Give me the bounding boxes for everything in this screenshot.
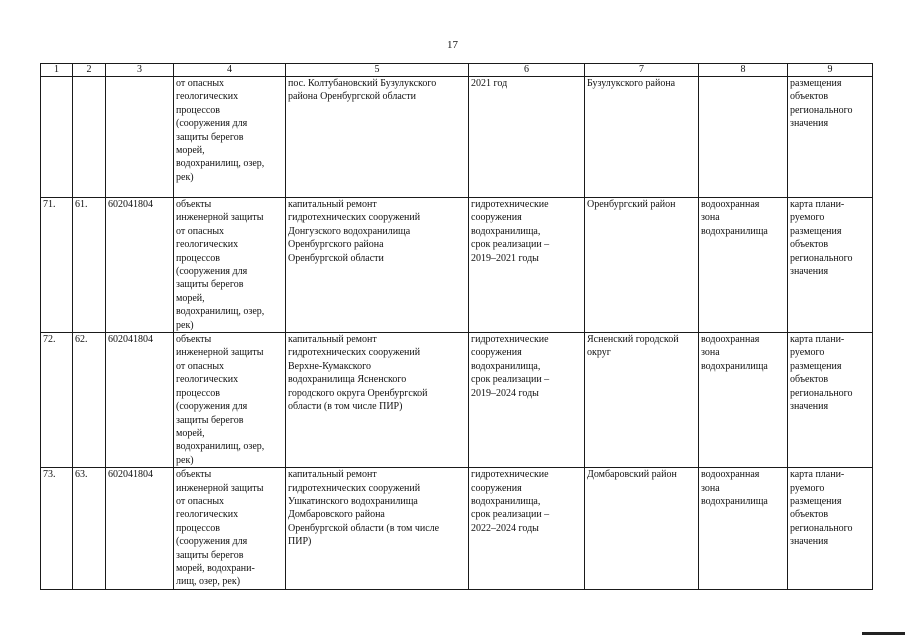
- header-cell-5: 5: [286, 64, 469, 77]
- cell-zone: [699, 77, 788, 198]
- cell-object-type: объекты инженерной защиты от опасных геологических процессов (сооружения для защиты берегов морей, водохранилищ, озер, рек): [174, 333, 286, 468]
- cell-object-type: от опасных геологических процессов (сооружения для защиты берегов морей, водохранилищ, озер, рек): [174, 77, 286, 198]
- cell-zone: водоохранная зона водохранилища: [699, 468, 788, 590]
- table-row: [41, 198, 873, 333]
- header-cell-4: 4: [174, 64, 286, 77]
- cell-object-name: пос. Колтубановский Бузулукского района Оренбургской области: [286, 77, 469, 198]
- header-cell-6: 6: [469, 64, 585, 77]
- cell-characteristics: гидротехнические сооружения водохранилища, срок реализации – 2019–2024 годы: [469, 333, 585, 468]
- cell-object-name: капитальный ремонт гидротехнических сооружений Донгузского водохранилища Оренбургского района Оренбургской области: [286, 198, 469, 333]
- cell-location: Бузулукского района: [585, 77, 699, 198]
- cell-row-number: 73.: [41, 468, 73, 590]
- cell-code: 602041804: [106, 468, 174, 590]
- cell-row-number: 72.: [41, 333, 73, 468]
- cell-row-number: [41, 77, 73, 198]
- header-cell-9: 9: [788, 64, 873, 77]
- cell-object-name: капитальный ремонт гидротехнических сооружений Верхне-Кумакского водохранилища Ясненского городского округа Оренбургской области (в том числе ПИР): [286, 333, 469, 468]
- cell-row-number: 71.: [41, 198, 73, 333]
- header-cell-2: 2: [73, 64, 106, 77]
- cell-code: [106, 77, 174, 198]
- cell-characteristics: гидротехнические сооружения водохранилища, срок реализации – 2019–2021 годы: [469, 198, 585, 333]
- cell-item-number: 61.: [73, 198, 106, 333]
- table-row: [41, 333, 873, 468]
- document-table: [40, 63, 873, 590]
- cell-map: карта плани- руемого размещения объектов регионального значения: [788, 468, 873, 590]
- cell-object-type: объекты инженерной защиты от опасных геологических процессов (сооружения для защиты берегов морей, водохрани- лищ, озер, рек): [174, 468, 286, 590]
- cell-object-name: капитальный ремонт гидротехнических сооружений Ушкатинского водохранилища Домбаровского района Оренбургской области (в том числе ПИР): [286, 468, 469, 590]
- header-cell-8: 8: [699, 64, 788, 77]
- cell-item-number: 63.: [73, 468, 106, 590]
- page-number: 17: [447, 39, 458, 51]
- cell-code: 602041804: [106, 333, 174, 468]
- cell-object-type: объекты инженерной защиты от опасных геологических процессов (сооружения для защиты берегов морей, водохранилищ, озер, рек): [174, 198, 286, 333]
- cell-characteristics: 2021 год: [469, 77, 585, 198]
- cell-location: Домбаровский район: [585, 468, 699, 590]
- cell-code: 602041804: [106, 198, 174, 333]
- cell-zone: водоохранная зона водохранилища: [699, 333, 788, 468]
- cell-map: размещения объектов регионального значения: [788, 77, 873, 198]
- cell-item-number: [73, 77, 106, 198]
- table-row: [41, 468, 873, 590]
- header-cell-1: 1: [41, 64, 73, 77]
- cell-zone: водоохранная зона водохранилища: [699, 198, 788, 333]
- scan-edge-mark: [862, 632, 905, 635]
- cell-characteristics: гидротехнические сооружения водохранилища, срок реализации – 2022–2024 годы: [469, 468, 585, 590]
- cell-map: карта плани- руемого размещения объектов регионального значения: [788, 333, 873, 468]
- header-cell-7: 7: [585, 64, 699, 77]
- cell-map: карта плани- руемого размещения объектов регионального значения: [788, 198, 873, 333]
- table-row: [41, 77, 873, 198]
- table-header-row: [41, 64, 873, 77]
- cell-location: Оренбургский район: [585, 198, 699, 333]
- header-cell-3: 3: [106, 64, 174, 77]
- cell-item-number: 62.: [73, 333, 106, 468]
- cell-location: Ясненский городской округ: [585, 333, 699, 468]
